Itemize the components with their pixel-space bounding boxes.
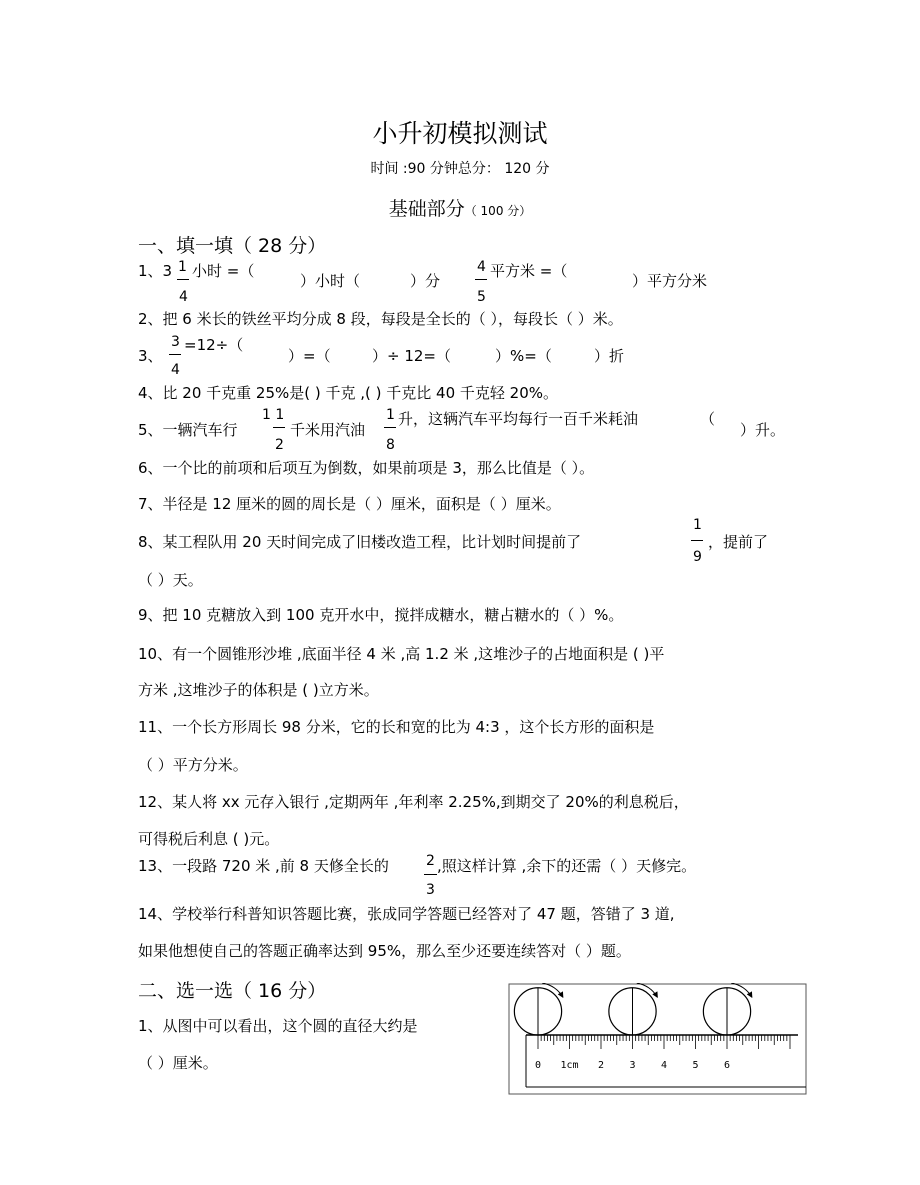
basic-section-points: （ 100 分） [464, 204, 532, 218]
q3-text-e: ）%=（ [495, 347, 552, 365]
ruler-label: 2 [597, 1060, 605, 1071]
ruler-label: 6 [723, 1060, 731, 1071]
q5-prefix: 5、一辆汽车行 [138, 421, 238, 439]
q8-frac-num: 1 [693, 517, 702, 533]
q1-text-f: ）平方分米 [632, 272, 708, 290]
q11-line-2: （ ）平方分米。 [138, 756, 248, 774]
q5-frac2-num: 1 [386, 407, 395, 423]
q3-text-f: ）折 [594, 347, 625, 365]
question-7: 7、半径是 12 厘米的圆的周长是（ ）厘米，面积是（ ）厘米。 [138, 495, 561, 513]
q1-text-e: 平方米 =（ [490, 262, 568, 280]
ruler-label: 3 [629, 1060, 636, 1071]
q13-frac-den: 3 [426, 882, 435, 898]
q1-frac-den: 4 [179, 289, 188, 305]
q3-frac-bar [169, 354, 181, 355]
ruler-label: 1cm [560, 1060, 579, 1071]
q5-frac-bar [273, 427, 285, 428]
q3-text-b: =12÷（ [184, 336, 244, 354]
ruler-label: 4 [660, 1060, 668, 1071]
q10-line-1: 10、有一个圆锥形沙堆 ,底面半径 4 米 ,高 1.2 米 ,这堆沙子的占地面积是 ( )平 [138, 645, 665, 663]
question-9: 9、把 10 克糖放入到 100 克开水中，搅拌成糖水，糖占糖水的（ ）%。 [138, 606, 624, 624]
q3-text-c: ）=（ [288, 347, 331, 365]
question-2: 2、把 6 米长的铁丝平均分成 8 段，每段是全长的（ ），每段长（ ）米。 [138, 310, 623, 328]
q8-text-c: （ ）天。 [138, 571, 203, 589]
basic-section-heading [0, 194, 920, 221]
q13-text-a: 13、一段路 720 米 ,前 8 天修全长的 [138, 857, 389, 875]
q1-prefix: 1、3 [138, 262, 173, 280]
q8-frac-den: 9 [693, 549, 702, 565]
q5-frac-num: 1 1 [262, 407, 285, 423]
p2-question-1-line-1: 1、从图中可以看出，这个圆的直径大约是 [138, 1017, 418, 1035]
q13-frac-num: 2 [426, 853, 435, 869]
q10-line-2: 方米 ,这堆沙子的体积是 ( )立方米。 [138, 681, 379, 699]
q3-text-d: ）÷ 12=（ [372, 347, 451, 365]
p2-question-1-line-2: （ ）厘米。 [138, 1054, 218, 1072]
ruler-label: 5 [692, 1060, 699, 1071]
q5-text-b: 千米用汽油 [290, 421, 366, 439]
q5-frac2-bar [384, 427, 396, 428]
basic-section-label: 基础部分 [388, 198, 465, 220]
q5-frac2-den: 8 [386, 437, 395, 453]
q5-frac-den: 2 [275, 437, 284, 453]
q5-text-e: ）升。 [740, 421, 786, 439]
q1-frac2-den: 5 [477, 289, 486, 305]
q13-text-b: ,照这样计算 ,余下的还需（ ）天修完。 [437, 857, 697, 875]
q1-frac-whole: 1 [178, 259, 187, 275]
q8-text-a: 8、某工程队用 20 天时间完成了旧楼改造工程，比计划时间提前了 [138, 533, 582, 551]
q1-frac2-num: 4 [477, 259, 486, 275]
q3-prefix: 3、 [138, 347, 163, 365]
q13-frac-bar [424, 874, 437, 875]
q12-line-1: 12、某人将 xx 元存入银行 ,定期两年 ,年利率 2.25%,到期交了 20%的利息税后， [138, 793, 689, 811]
q3-frac-den: 4 [171, 362, 180, 378]
q8-frac-bar [691, 540, 703, 541]
ruler-label: 0 [534, 1060, 542, 1071]
q12-line-2: 可得税后利息 ( )元。 [138, 830, 280, 848]
part1-heading: 一、填一填（ 28 分） [138, 235, 327, 257]
q3-frac-num: 3 [171, 334, 180, 350]
question-6: 6、一个比的前项和后项互为倒数，如果前项是 3，那么比值是（ ）。 [138, 459, 595, 477]
q1-frac2-bar [475, 279, 487, 280]
question-4: 4、比 20 千克重 25%是( ) 千克 ,( ) 千克比 40 千克轻 20%。 [138, 384, 559, 402]
page-title: 小升初模拟测试 [372, 119, 548, 148]
q8-text-b: ，提前了 [708, 533, 769, 551]
exam-info: 时间 :90 分钟总分： 120 分 [370, 161, 550, 177]
q11-line-1: 11、一个长方形周长 98 分米，它的长和宽的比为 4:3 ，这个长方形的面积是 [138, 718, 655, 736]
ruler-figure [508, 983, 808, 1095]
q5-text-c: 升，这辆汽车平均每行一百千米耗油 [398, 410, 639, 428]
q14-line-1: 14、学校举行科普知识答题比赛，张成同学答题已经答对了 47 题，答错了 3 道, [138, 905, 675, 923]
part2-heading: 二、选一选（ 16 分） [138, 980, 327, 1002]
q1-text-b: 小时 =（ [192, 262, 255, 280]
q1-frac-bar [177, 279, 189, 280]
q5-text-d: （ [700, 410, 716, 428]
q1-text-d: ）分 [410, 272, 441, 290]
q1-text-c: ）小时（ [300, 272, 361, 290]
q14-line-2: 如果他想使自己的答题正确率达到 95%，那么至少还要连续答对（ ）题。 [138, 942, 631, 960]
